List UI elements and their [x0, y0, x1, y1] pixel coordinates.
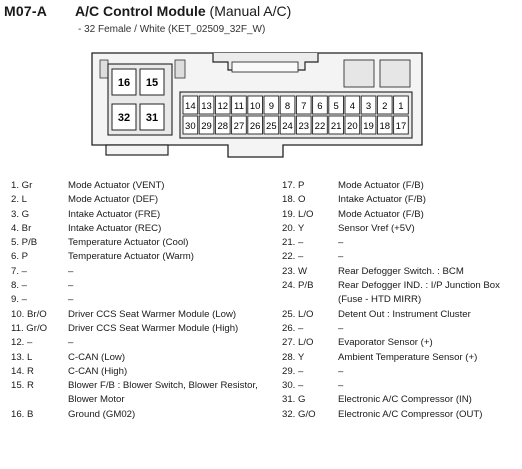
pin-number: 22. –	[282, 251, 304, 263]
pin-label: 28	[217, 121, 229, 132]
pin-row	[282, 265, 518, 279]
pin-number: 10. Br/O	[11, 308, 47, 320]
pin-label: 20	[347, 121, 358, 132]
pin-row	[282, 393, 518, 407]
pin-description: Driver CCS Seat Warmer Module (Low)	[68, 308, 237, 320]
title-main: A/C Control Module	[75, 3, 206, 19]
pin-description: Ambient Temperature Sensor (+)	[338, 351, 478, 363]
pin-number: 21. –	[282, 237, 304, 249]
pin-number: 25. L/O	[282, 308, 314, 320]
pin-number: 1. Gr	[11, 180, 33, 191]
pin-row	[11, 322, 273, 336]
pin-label: 7	[301, 101, 307, 112]
pin-label: 6	[317, 101, 323, 112]
pin-number: 13. L	[11, 351, 33, 363]
connector-subtitle: - 32 Female / White (KET_02509_32F_W)	[78, 24, 266, 35]
pin-label: 3	[365, 101, 372, 112]
pin-label: 17	[395, 121, 407, 132]
pin-number: 12. –	[11, 337, 33, 349]
pin-label: 26	[249, 121, 261, 132]
pin-row	[282, 279, 518, 308]
pin-label: 13	[201, 101, 212, 112]
pin-label: 12	[217, 101, 229, 112]
pin-row	[11, 379, 273, 408]
pin-description: –	[68, 337, 74, 349]
pin-list-right	[282, 179, 518, 422]
pin-number: 14. R	[11, 365, 34, 377]
pin-row	[282, 351, 518, 365]
pin-row	[11, 293, 273, 307]
pin-number: 3. G	[11, 208, 30, 220]
pin-description: Driver CCS Seat Warmer Module (High)	[68, 322, 239, 334]
pin-row	[11, 365, 273, 379]
pin-list-left	[11, 179, 273, 422]
pin-label: 10	[249, 101, 261, 112]
housing-rib	[175, 60, 185, 78]
pin-description: Mode Actuator (F/B)	[338, 208, 424, 220]
pin-row	[11, 408, 273, 422]
pin-row	[282, 336, 518, 350]
pin-description: Electronic A/C Compressor (OUT)	[338, 408, 483, 420]
pin-number: 4. Br	[11, 222, 32, 234]
pin-label: 9	[268, 101, 274, 112]
pin-number: 26. –	[282, 322, 304, 334]
pin-row	[282, 179, 518, 193]
latch-inner	[232, 62, 298, 72]
pin-row	[11, 336, 273, 350]
pin-description: Intake Actuator (FRE)	[68, 208, 161, 220]
pin-number: 5. P/B	[11, 237, 38, 249]
pin-number: 20. Y	[282, 222, 305, 234]
pin-number: 11. Gr/O	[11, 322, 48, 334]
pin-row	[11, 208, 273, 222]
pin-description: Mode Actuator (VENT)	[68, 180, 165, 191]
housing-key	[380, 60, 410, 87]
pin-label: 25	[266, 121, 277, 132]
pin-label: 24	[282, 121, 293, 132]
pin-label: 1	[398, 101, 404, 112]
pin-row	[11, 308, 273, 322]
pin-number: 9. –	[11, 294, 28, 306]
pin-row	[282, 308, 518, 322]
pin-number: 30. –	[282, 380, 304, 392]
pin-description: Electronic A/C Compressor (IN)	[338, 394, 472, 406]
pin-row	[282, 193, 518, 207]
pin-number: 32. G/O	[282, 408, 316, 420]
housing-key	[344, 60, 374, 87]
pin-label: 2	[382, 101, 388, 112]
pin-number: 17. P	[282, 180, 305, 191]
pin-label: 4	[349, 101, 355, 112]
pin-description: Ground (GM02)	[68, 408, 136, 420]
pin-number: 15. R	[11, 380, 34, 392]
pin-label: 21	[330, 121, 342, 132]
pin-row	[282, 379, 518, 393]
pin-number: 31. G	[282, 394, 306, 406]
housing-tab-left	[106, 145, 168, 155]
pin-description: Temperature Actuator (Cool)	[68, 237, 189, 249]
pin-description: –	[338, 237, 344, 249]
pin-row	[11, 351, 273, 365]
pin-description: Rear Defogger Switch. : BCM	[338, 265, 464, 277]
pin-row	[282, 236, 518, 250]
pin-description: Mode Actuator (DEF)	[68, 194, 159, 206]
pin-description: C-CAN (Low)	[68, 351, 126, 363]
pin-row	[11, 236, 273, 250]
pin-description: Intake Actuator (F/B)	[338, 194, 426, 206]
pin-description: Mode Actuator (F/B)	[338, 180, 424, 191]
pin-row	[282, 322, 518, 336]
pin-description: Intake Actuator (REC)	[68, 222, 162, 234]
pin-number: 28. Y	[282, 351, 305, 363]
pin-row	[282, 208, 518, 222]
connector-id: M07-A	[4, 3, 48, 19]
pin-description: Temperature Actuator (Warm)	[68, 251, 194, 263]
pin-number: 8. –	[11, 280, 28, 292]
pin-label: 14	[185, 101, 196, 112]
pin-description: –	[338, 251, 344, 263]
pin-number: 18. O	[282, 194, 306, 206]
pin-row	[282, 408, 518, 422]
pin-description: –	[68, 280, 74, 292]
pin-number: 7. –	[11, 265, 28, 277]
pin-label: 8	[284, 101, 291, 112]
pin-label: 31	[145, 112, 159, 124]
pin-number: 16. B	[11, 408, 34, 420]
pin-row	[11, 250, 273, 264]
pin-label: 32	[117, 112, 131, 124]
pin-row	[282, 365, 518, 379]
pin-label: 29	[201, 121, 212, 132]
pin-number: 19. L/O	[282, 208, 314, 220]
pin-description: Blower F/B : Blower Switch, Blower Resistor, Blower Motor	[68, 380, 258, 406]
pin-description: Sensor Vref (+5V)	[338, 222, 415, 234]
pin-description: –	[68, 265, 74, 277]
pin-description: –	[338, 380, 344, 392]
pin-description: –	[338, 365, 344, 377]
pin-number: 29. –	[282, 365, 304, 377]
pin-description: –	[68, 294, 74, 306]
pin-label: 22	[314, 121, 326, 132]
pin-row	[11, 179, 273, 193]
pin-label: 11	[234, 101, 244, 112]
pin-row	[282, 222, 518, 236]
pin-row	[11, 193, 273, 207]
pin-number: 24. P/B	[282, 280, 314, 292]
pin-label: 5	[333, 101, 339, 112]
pin-label: 27	[233, 121, 245, 132]
pin-row	[11, 222, 273, 236]
pin-label: 16	[117, 77, 131, 89]
pin-number: 27. L/O	[282, 337, 314, 349]
pin-description: C-CAN (High)	[68, 365, 128, 377]
pin-description: –	[338, 322, 344, 334]
pin-label: 18	[379, 121, 391, 132]
pin-label: 30	[185, 121, 196, 132]
housing-rib	[100, 60, 108, 78]
pin-row	[11, 265, 273, 279]
title-suffix: (Manual A/C)	[205, 3, 292, 19]
pin-row	[282, 250, 518, 264]
pin-label: 23	[298, 121, 310, 132]
pin-number: 23. W	[282, 265, 308, 277]
pin-row	[11, 279, 273, 293]
pin-label: 19	[363, 121, 374, 132]
pin-description: Detent Out : Instrument Cluster	[338, 308, 471, 320]
pin-number: 6. P	[11, 251, 29, 263]
connector-diagram	[0, 0, 522, 175]
pin-label: 15	[145, 77, 159, 89]
pin-number: 2. L	[11, 194, 28, 206]
pin-description: Rear Defogger IND. : I/P Junction Box (Fuse - HTD MIRR)	[338, 280, 500, 306]
pin-description: Evaporator Sensor (+)	[338, 337, 433, 349]
